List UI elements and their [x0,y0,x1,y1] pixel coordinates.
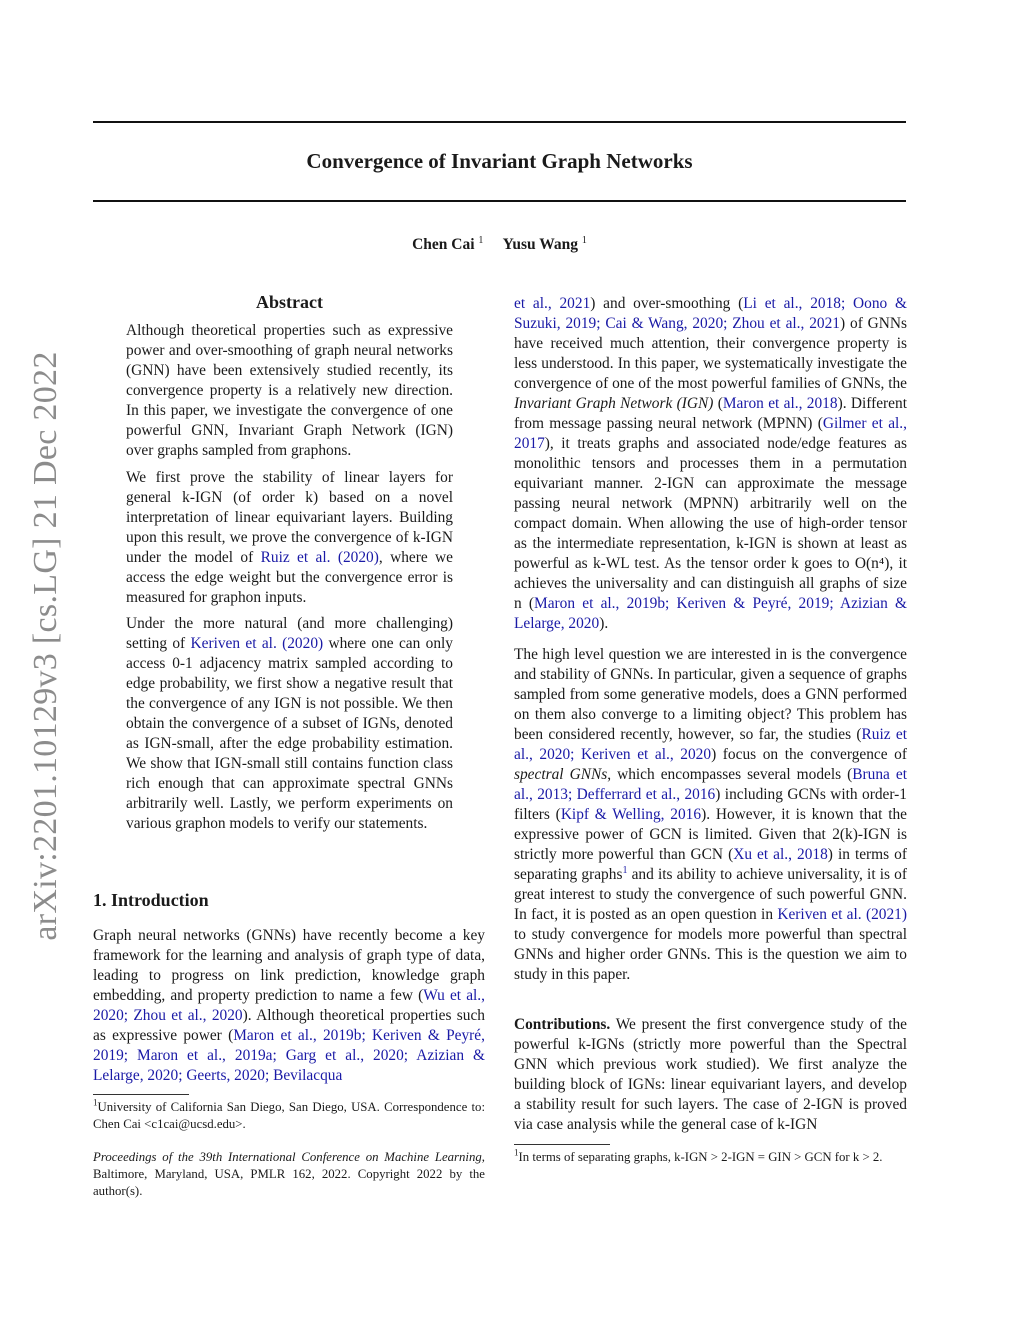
footnote-rule [93,1094,189,1095]
right-paragraph-2: The high level question we are interested in is the convergence and stability of GNNs. In particular, given a sequence of graphs sampled from some generative models, does a GNN performed on them also converge to a limiting object? This problem has been considered recently, however, so far, the studies (Ruiz et al., 2020; Keriven et al., 2020) focus on the convergence of spectral GNNs, which encompasses several models (Bruna et al., 2013; Defferrard et al., 2016) including GCNs with order-1 filters (Kipf & Welling, 2016). However, it is known that the expressive power of GCN is limited. Given that 2(k)-IGN is strictly more powerful than GCN (Xu et al., 2018) in terms of separating graphs$^1$ and its ability to achieve universality, it is of great interest to study the convergence of such powerful GNN. In fact, it is posted as an open question in Keriven et al. (2021) to study convergence for models more powerful than spectral GNNs and higher order GNNs. This is the question we aim to study in this paper. [514,646,907,983]
citation-link[interactable]: Maron et al., 2018 [722,395,838,412]
footnote-separating-graphs: $^1$In terms of separating graphs, k-IGN > 2-IGN = GIN > GCN for k > 2. [514,1147,883,1164]
author-name: Yusu Wang [502,236,579,254]
citation-link[interactable]: Ruiz et al., 2020; Keriven et al., 2020 [514,726,907,763]
citation-link[interactable]: Kipf & Welling, 2016 [560,806,702,823]
author-name: Chen Cai [412,236,475,254]
citation-link[interactable]: Xu et al., 2018 [733,846,828,863]
section-heading-introduction: 1. Introduction [93,890,209,910]
intro-paragraph: Graph neural networks (GNNs) have recently become a key framework for the learning and analysis of graph type of data, leading to progress on link prediction, knowledge graph embedding, and property prediction to name a few (Wu et al., 2020; Zhou et al., 2020). Although theoretical properties such as expressive power (Maron et al., 2019b; Keriven & Peyré, 2019; Maron et al., 2019a; Garg et al., 2020; Azizian & Lelarge, 2020; Geerts, 2020; Bevilacqua [93,927,485,1084]
citation-link[interactable]: Maron et al., 2019b; Keriven & Peyré, 2019; Maron et al., 2019a; Garg et al., 2020; Azizian & Lelarge, 2020; Geerts, 2020; Bevilacqua [93,1027,485,1084]
citation-link[interactable]: Maron et al., 2019b; Keriven & Peyré, 2019; Azizian & Lelarge, 2020 [514,595,907,632]
footnote-proceedings: Proceedings of the 39th International Conference on Machine Learning, Baltimore, Maryland, USA, PMLR 162, 2022. Copyright 2022 by the author(s). [93,1150,485,1198]
arxiv-stamp[interactable]: arXiv:2201.10129v3 [cs.LG] 21 Dec 2022 [27,351,64,941]
citation-link[interactable]: Ruiz et al. (2020) [260,549,379,566]
citation-link[interactable]: Li et al., 2018; Oono & Suzuki, 2019; Cai & Wang, 2020; Zhou et al., 2021 [514,295,907,332]
citation-link[interactable]: Gilmer et al., 2017 [514,415,907,452]
author-list [93,235,906,254]
citation-link[interactable]: Keriven et al. (2021) [777,906,907,923]
abstract-heading: Abstract [256,292,323,312]
contributions-paragraph: Contributions. We present the first convergence study of the powerful k-IGNs (strictly more powerful than the Spectral GNN which previous work studied). We first analyze the building block of IGNs: linear equivariant layers, and develop a stability result for such layers. The case of 2-IGN is proved via case analysis while the general case of k-IGN [514,1016,907,1133]
contributions-lead: Contributions. [514,1016,611,1033]
footnote-rule [514,1144,610,1145]
citation-link[interactable]: et al., 2021 [514,295,591,312]
abstract-paragraph-2: We first prove the stability of linear layers for general k-IGN (of order k) based on a novel interpretation of linear equivariant layers. Building upon this result, we prove the convergence of k-IGN under the model of Ruiz et al. (2020), where we access the edge weight but the convergence error is measured for graphon inputs. [126,469,453,606]
title-bottom-rule [93,200,906,202]
affiliation-mark: 1 [581,235,587,246]
footnote-mark-link[interactable]: 1 [622,864,628,876]
paper-title: Convergence of Invariant Graph Networks [306,149,693,173]
abstract-paragraph-3: Under the more natural (and more challenging) setting of Keriven et al. (2020) where one can only access 0-1 adjacency matrix sampled according to edge probability, we first show a negative result that the convergence of any IGN is not possible. We then obtain the convergence of a subset of IGNs, denoted as IGN-small, after the edge probability estimation. We show that IGN-small still contains function class rich enough that can approximate spectral GNNs arbitrarily well. Lastly, we perform experiments on various graphon models to verify our statements. [126,615,453,832]
citation-link[interactable]: Keriven et al. (2020) [190,635,324,652]
abstract-paragraph-1: Although theoretical properties such as expressive power and over-smoothing of graph neural networks (GNN) have been extensively studied recently, its convergence property is a relatively new direction. In this paper, we investigate the convergence of one powerful GNN, Invariant Graph Network (IGN) over graphs sampled from graphons. [126,322,453,459]
right-paragraph-1: et al., 2021) and over-smoothing (Li et al., 2018; Oono & Suzuki, 2019; Cai & Wang, 2020; Zhou et al., 2021) of GNNs have received much attention, their convergence property is less understood. In this paper, we systematically investigate the convergence of one of the most powerful families of GNNs, the Invariant Graph Network (IGN) (Maron et al., 2018). Different from message passing neural network (MPNN) (Gilmer et al., 2017), it treats graphs and associated node/edge features as monolithic tensors and processes them in a permutation equivariant manner. 2-IGN can approximate the message passing neural network (MPNN) arbitrarily well on the compact domain. When allowing the use of high-order tensor as the intermediate representation, k-IGN is shown at least as powerful as k-WL test. As the tensor order k goes to O(n⁴), it achieves the universality and can distinguish all graphs of size n (Maron et al., 2019b; Keriven & Peyré, 2019; Azizian & Lelarge, 2020). [514,295,908,632]
affiliation-mark: 1 [478,235,484,246]
citation-link[interactable]: Bruna et al., 2013; Defferrard et al., 2016 [514,766,907,803]
citation-link[interactable]: Wu et al., 2020; Zhou et al., 2020 [93,987,485,1024]
footnote-affiliation: $^1$University of California San Diego, San Diego, USA. Correspondence to: Chen Cai <c1cai@ucsd.edu>. [93,1097,485,1131]
title-top-rule [93,121,906,123]
